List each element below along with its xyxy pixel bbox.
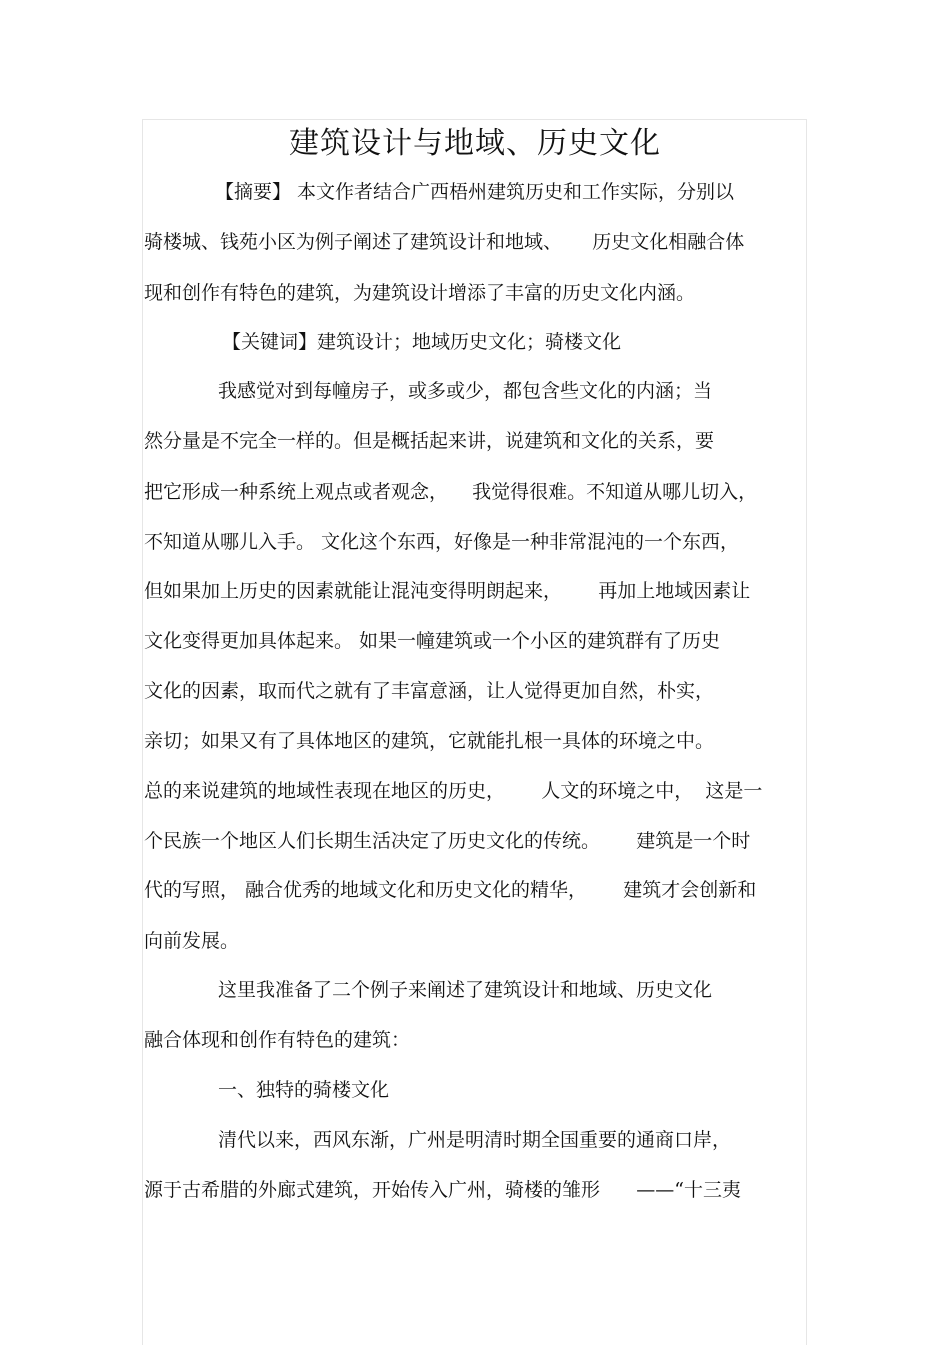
abstract-line: 现和创作有特色的建筑，为建筑设计增添了丰富的历史文化内涵。 bbox=[144, 282, 696, 304]
body-line: 个民族一个地区人们长期生活决定了历史文化的传统。 建筑是一个时 bbox=[144, 830, 751, 852]
body-line: 代的写照， 融合优秀的地域文化和历史文化的精华， 建筑才会创新和 bbox=[144, 879, 757, 901]
body-line: 但如果加上历史的因素就能让混沌变得明朗起来， 再加上地域因素让 bbox=[144, 580, 751, 602]
body-line: 把它形成一种系统上观点或者观念， 我觉得很难。不知道从哪儿切入， bbox=[144, 481, 758, 503]
body-line: 然分量是不完全一样的。但是概括起来讲，说建筑和文化的关系，要 bbox=[144, 430, 715, 452]
body-line: 我感觉对到每幢房子，或多或少，都包含些文化的内涵；当 bbox=[218, 380, 713, 402]
body-line: 清代以来，西风东渐，广州是明清时期全国重要的通商口岸， bbox=[218, 1129, 732, 1151]
body-line: 文化的因素，取而代之就有了丰富意涵，让人觉得更加自然，朴实， bbox=[144, 680, 715, 702]
body-line: 不知道从哪儿入手。 文化这个东西，好像是一种非常混沌的一个东西， bbox=[144, 531, 740, 553]
body-line: 向前发展。 bbox=[144, 930, 240, 952]
body-line: 文化变得更加具体起来。 如果一幢建筑或一个小区的建筑群有了历史 bbox=[144, 630, 721, 652]
section-heading: 一、独特的骑楼文化 bbox=[218, 1079, 390, 1101]
body-line: 总的来说建筑的地域性表现在地区的历史， 人文的环境之中， 这是一 bbox=[144, 780, 763, 802]
abstract-line: 骑楼城、钱苑小区为例子阐述了建筑设计和地域、 历史文化相融合体 bbox=[144, 231, 745, 253]
body-line: 亲切；如果又有了具体地区的建筑，它就能扎根一具体的环境之中。 bbox=[144, 730, 715, 752]
body-line: 这里我准备了二个例子来阐述了建筑设计和地域、历史文化 bbox=[218, 979, 713, 1001]
keywords-line: 【关键词】建筑设计；地域历史文化；骑楼文化 bbox=[222, 331, 622, 353]
document-title: 建筑设计与地域、历史文化 bbox=[289, 126, 661, 161]
abstract-line: 【摘要】 本文作者结合广西梧州建筑历史和工作实际，分别以 bbox=[215, 181, 735, 203]
body-line: 融合体现和创作有特色的建筑： bbox=[144, 1029, 411, 1051]
body-line: 源于古希腊的外廊式建筑，开始传入广州，骑楼的雏形 ——“十三夷 bbox=[144, 1179, 741, 1201]
